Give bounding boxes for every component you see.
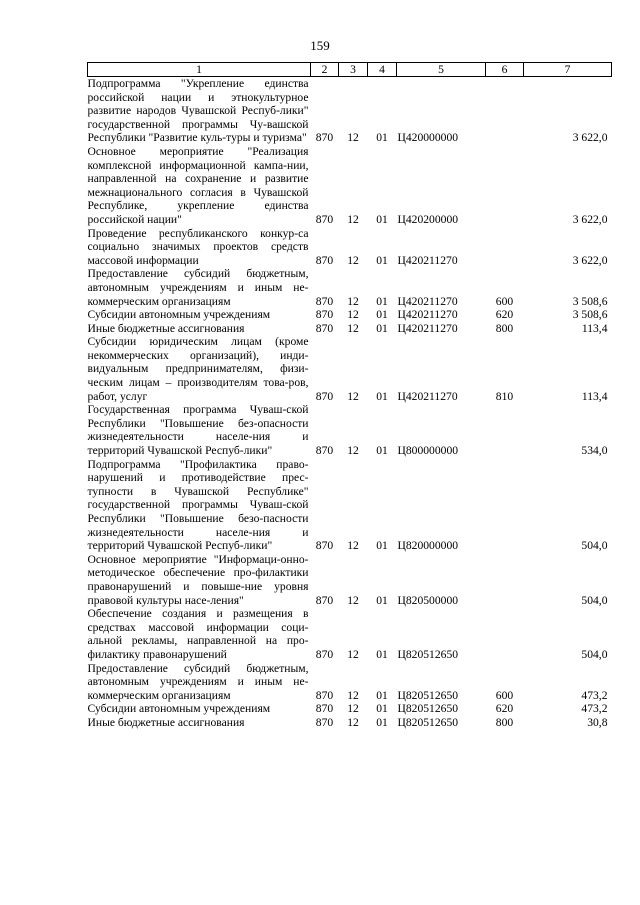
- row-name: Субсидии юридическим лицам (кроме некоммерческих организаций), инди-видуальным предпринимателям, физи-ческим лицам – производителям това-ров, работ, услуг: [87, 335, 309, 403]
- header-col-2: 2: [311, 63, 339, 77]
- table-row: [88, 322, 612, 336]
- table-row: [88, 308, 612, 322]
- row-subsection-code: 01: [376, 389, 388, 403]
- row-section-code: 12: [347, 647, 359, 661]
- page-number: 159: [310, 38, 330, 53]
- row-section-code: 12: [347, 308, 359, 322]
- row-name: Предоставление субсидий бюджетным, автономным учреждениям и иным не-коммерческим организациям: [87, 267, 309, 308]
- table-row: [88, 458, 612, 553]
- row-expense-type: 620: [495, 308, 514, 322]
- table-row: [88, 702, 612, 716]
- row-amount: 504,0: [581, 647, 608, 661]
- row-expense-type: 600: [495, 688, 514, 702]
- header-col-6: 6: [486, 63, 524, 77]
- row-subsection-code: 01: [376, 593, 388, 607]
- row-target-code: Ц820512650: [397, 647, 459, 661]
- row-expense-type: [486, 458, 524, 553]
- row-ministry-code: 870: [315, 715, 334, 729]
- row-name: Подпрограмма "Профилактика право-нарушений и противодействие прес-тупности в Чувашской Республике" государственной программы Чуваш-ской Республики "Повышение безо-пасности жизнедеятельности населе-ния и территорий Чувашской Респуб-лики": [87, 457, 309, 553]
- table-row: [88, 716, 612, 730]
- row-amount: 504,0: [581, 593, 608, 607]
- header-col-5: 5: [397, 63, 486, 77]
- row-subsection-code: 01: [376, 212, 388, 226]
- row-section-code: 12: [347, 212, 359, 226]
- row-target-code: Ц820512650: [397, 715, 459, 729]
- table-row: [88, 662, 612, 703]
- row-ministry-code: 870: [315, 444, 334, 458]
- row-name: Субсидии автономным учреждениям: [87, 308, 271, 322]
- row-amount: 30,8: [587, 715, 608, 729]
- row-section-code: 12: [347, 321, 359, 335]
- table-row: [88, 607, 612, 661]
- row-ministry-code: 870: [315, 253, 334, 267]
- row-subsection-code: 01: [376, 647, 388, 661]
- row-name: Иные бюджетные ассигнования: [87, 715, 245, 729]
- row-expense-type: 620: [495, 702, 514, 716]
- row-ministry-code: 870: [315, 321, 334, 335]
- row-section-code: 12: [347, 294, 359, 308]
- row-subsection-code: 01: [376, 715, 388, 729]
- row-expense-type: 800: [495, 715, 514, 729]
- row-expense-type: 800: [495, 321, 514, 335]
- table-header: [88, 63, 612, 77]
- row-expense-type: 810: [495, 389, 514, 403]
- row-ministry-code: 870: [315, 593, 334, 607]
- row-expense-type: [486, 145, 524, 227]
- row-target-code: Ц420000000: [397, 131, 459, 145]
- row-amount: 534,0: [581, 444, 608, 458]
- row-expense-type: [486, 77, 524, 145]
- row-target-code: Ц420211270: [397, 321, 458, 335]
- row-ministry-code: 870: [315, 131, 334, 145]
- row-section-code: 12: [347, 702, 359, 716]
- row-target-code: Ц420211270: [397, 294, 458, 308]
- row-amount: 3 622,0: [572, 212, 608, 226]
- row-name: Государственная программа Чуваш-ской Республики "Повышение без-опасности жизнедеятельности населе-ния и территорий Чувашской Респуб-лики": [87, 403, 309, 458]
- table-row: [88, 227, 612, 268]
- row-section-code: 12: [347, 389, 359, 403]
- row-ministry-code: 870: [315, 539, 334, 553]
- row-name: Субсидии автономным учреждениям: [87, 702, 271, 716]
- row-target-code: Ц800000000: [397, 444, 459, 458]
- table-row: [88, 145, 612, 227]
- row-amount: 3 508,6: [572, 294, 608, 308]
- row-expense-type: [486, 607, 524, 661]
- table-body: [88, 77, 612, 730]
- table-row: [88, 553, 612, 607]
- header-row: [88, 63, 612, 77]
- row-name: Подпрограмма "Укрепление единства российской нации и этнокультурное развитие народов Чувашской Респуб-лики" государственной программы Чу-вашской Республики "Развитие куль-туры и туризма": [87, 77, 309, 145]
- row-subsection-code: 01: [376, 688, 388, 702]
- row-section-code: 12: [347, 715, 359, 729]
- row-amount: 504,0: [581, 539, 608, 553]
- row-name: Иные бюджетные ассигнования: [87, 321, 245, 335]
- row-ministry-code: 870: [315, 688, 334, 702]
- row-amount: 473,2: [581, 688, 608, 702]
- row-ministry-code: 870: [315, 647, 334, 661]
- row-ministry-code: 870: [315, 702, 334, 716]
- header-col-1: 1: [88, 63, 311, 77]
- row-subsection-code: 01: [376, 253, 388, 267]
- budget-table: [87, 62, 612, 730]
- row-name: Основное мероприятие "Реализация комплексной информационной кампа-нии, направленной на сохранение и развитие межнационального согласия в Чувашской Республике, укрепление единства российской нации": [87, 144, 309, 226]
- row-target-code: Ц420211270: [397, 389, 458, 403]
- row-name: Проведение республиканского конкур-са социально значимых проектов средств массовой информации: [87, 226, 309, 267]
- row-amount: 3 622,0: [572, 253, 608, 267]
- row-section-code: 12: [347, 688, 359, 702]
- row-ministry-code: 870: [315, 308, 334, 322]
- header-col-3: 3: [339, 63, 368, 77]
- row-section-code: 12: [347, 593, 359, 607]
- row-amount: 3 622,0: [572, 131, 608, 145]
- table-row: [88, 403, 612, 457]
- row-expense-type: [486, 227, 524, 268]
- row-subsection-code: 01: [376, 308, 388, 322]
- row-ministry-code: 870: [315, 294, 334, 308]
- row-section-code: 12: [347, 131, 359, 145]
- row-amount: 113,4: [581, 321, 608, 335]
- header-col-7: 7: [524, 63, 612, 77]
- row-target-code: Ц820500000: [397, 593, 459, 607]
- row-name: Основное мероприятие "Информаци-онно-методическое обеспечение про-филактики правонарушений и повыше-ние уровня правовой культуры насе-ления": [87, 552, 309, 607]
- row-subsection-code: 01: [376, 131, 388, 145]
- row-target-code: Ц420211270: [397, 253, 458, 267]
- header-col-4: 4: [368, 63, 397, 77]
- row-target-code: Ц420211270: [397, 308, 458, 322]
- row-subsection-code: 01: [376, 321, 388, 335]
- row-subsection-code: 01: [376, 294, 388, 308]
- table-row: [88, 77, 612, 145]
- row-expense-type: [486, 403, 524, 457]
- row-subsection-code: 01: [376, 444, 388, 458]
- row-target-code: Ц820000000: [397, 539, 459, 553]
- row-section-code: 12: [347, 253, 359, 267]
- row-amount: 3 508,6: [572, 308, 608, 322]
- row-amount: 113,4: [581, 389, 608, 403]
- row-name: Предоставление субсидий бюджетным, автономным учреждениям и иным не-коммерческим организациям: [87, 661, 309, 702]
- row-section-code: 12: [347, 539, 359, 553]
- row-section-code: 12: [347, 444, 359, 458]
- table-row: [88, 267, 612, 308]
- row-subsection-code: 01: [376, 702, 388, 716]
- row-ministry-code: 870: [315, 389, 334, 403]
- row-amount: 473,2: [581, 702, 608, 716]
- table-row: [88, 335, 612, 403]
- row-target-code: Ц420200000: [397, 212, 459, 226]
- row-expense-type: [486, 553, 524, 607]
- row-name: Обеспечение создания и размещения в средствах массовой информации соци-альной рекламы, направленной на про-филактику правонарушений: [87, 607, 309, 661]
- row-target-code: Ц820512650: [397, 702, 459, 716]
- row-expense-type: 600: [495, 294, 514, 308]
- row-subsection-code: 01: [376, 539, 388, 553]
- row-ministry-code: 870: [315, 212, 334, 226]
- row-target-code: Ц820512650: [397, 688, 459, 702]
